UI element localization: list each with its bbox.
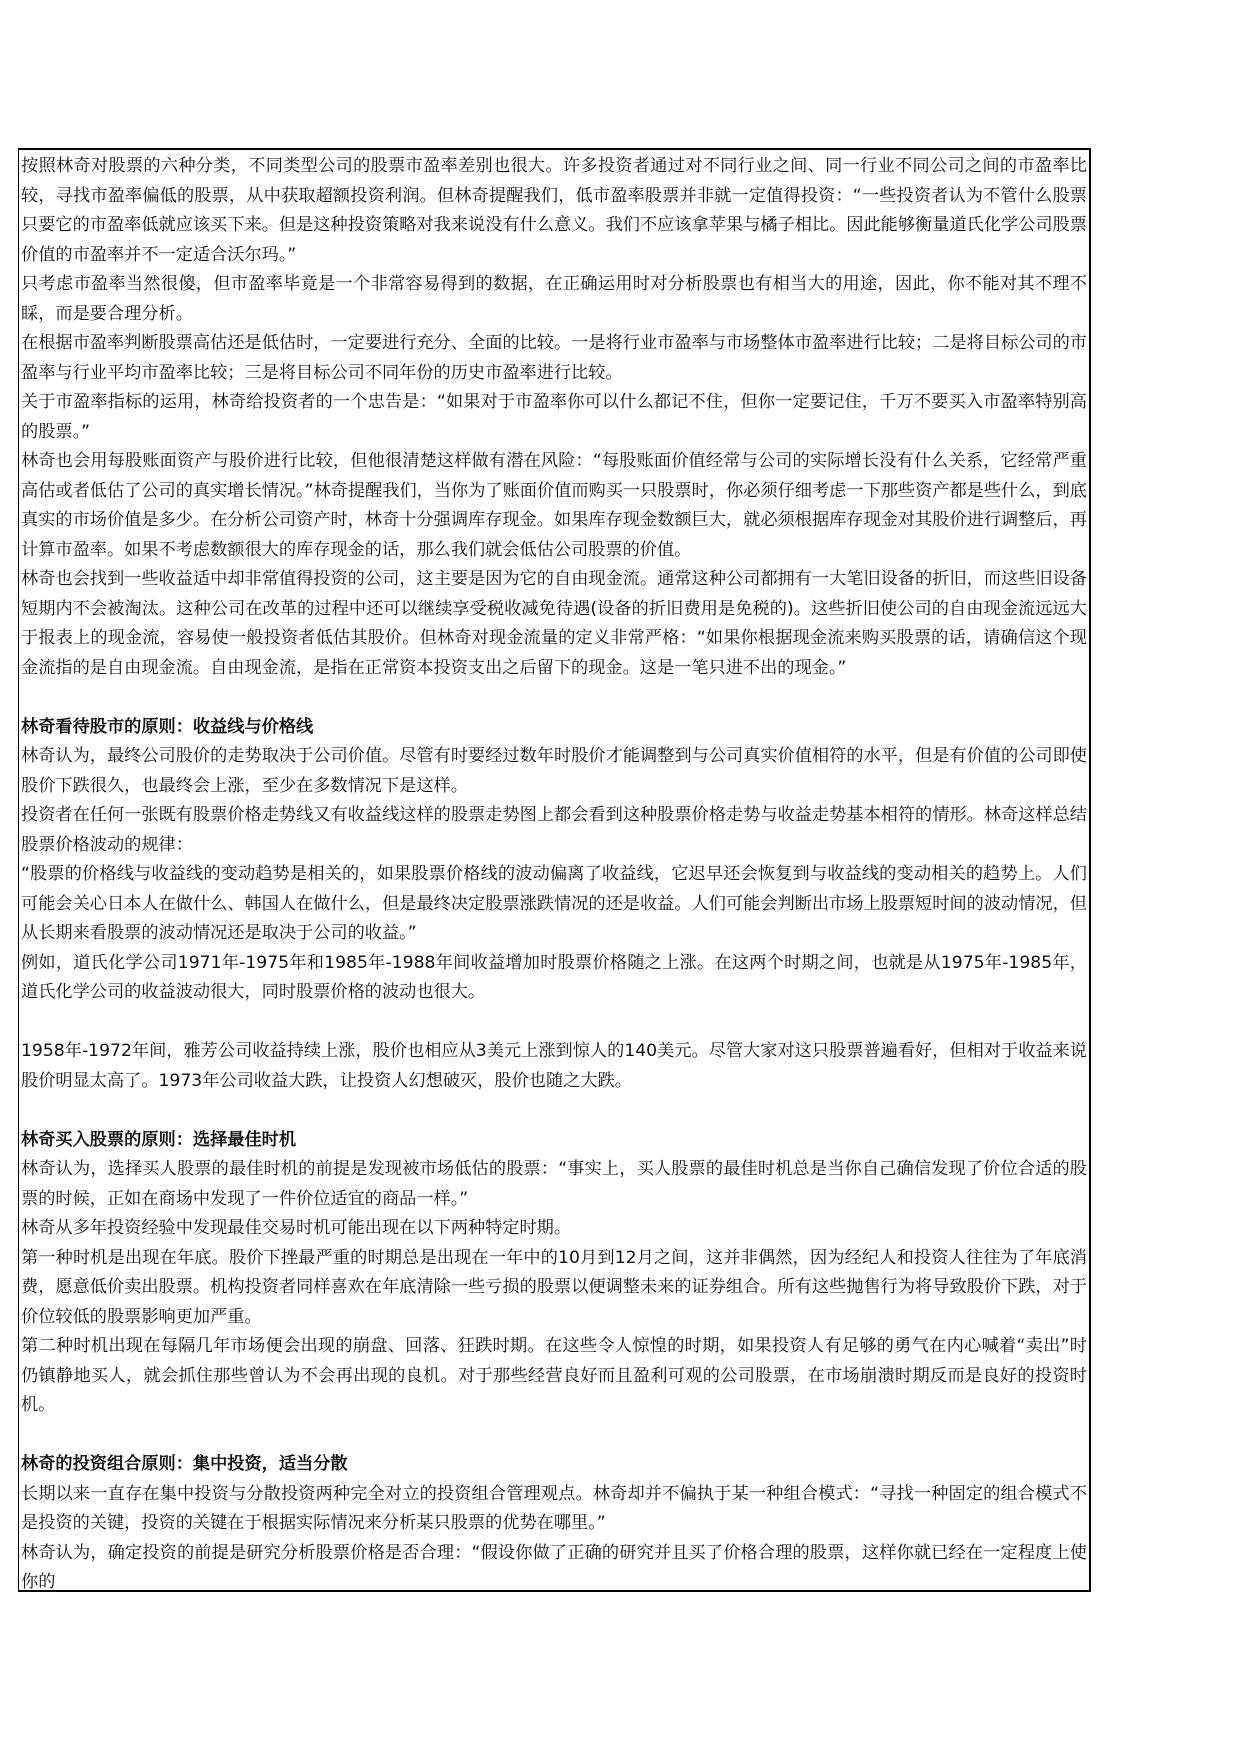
blank-line bbox=[21, 1421, 1087, 1451]
paragraph-two-periods: 林奇从多年投资经验中发现最佳交易时机可能出现在以下两种特定时期。 bbox=[21, 1218, 572, 1238]
paragraph-book-value: 林奇也会用每股账面资产与股价进行比较，但他很清楚这样做有潜在风险：“每股账面价值经常与公司的实际增长没有什么关系，它经常严重高估或者低估了公司的真实增长情况。”林奇提醒我们，当你为了账面价值而购买一只股票时，你必须仔细考虑一下那些资产都是些什么，到底真实的市场价值是多少。在分析公司资产时，林奇十分强调库存现金。如果库存现金数额巨大，就必须根据库存现金对其股价进行调整后，再计算市盈率。如果不考虑数额很大的库存现金的话，那么我们就会低估公司股票的价值。 bbox=[21, 451, 1087, 560]
paragraph-year-end-timing: 第一种时机是出现在年底。股价下挫最严重的时期总是出现在一年中的10月到12月之间，这并非偶然，因为经纪人和投资人往往为了年底消费，愿意低价卖出股票。机构投资者同样喜欢在年底清除一些亏损的股票以便调整未来的证券组合。所有这些抛售行为将导致股价下跌，对于价位较低的股票影响更加严重。 bbox=[21, 1247, 1087, 1327]
document-page-frame bbox=[18, 148, 1091, 1592]
blank-line bbox=[21, 1096, 1087, 1126]
paragraph-lynch-quote-earnings: “股票的价格线与收益线的变动趋势是相关的，如果股票价格线的波动偏离了收益线，它迟早还会恢复到与收益线的变动相关的趋势上。人们可能会关心日本人在做什么、韩国人在做什么，但是最终决定股票涨跌情况的还是收益。人们可能会判断出市场上股票短时间的波动情况，但从长期来看股票的波动情况还是取决于公司的收益。” bbox=[21, 864, 1087, 943]
section-heading-buy-timing: 林奇买入股票的原则：选择最佳时机 bbox=[21, 1129, 297, 1150]
section-heading-portfolio: 林奇的投资组合原则：集中投资，适当分散 bbox=[21, 1454, 348, 1474]
blank-line bbox=[21, 1008, 1087, 1038]
paragraph-undervalued-stocks: 林奇认为，选择买人股票的最佳时机的前提是发现被市场低估的股票：“事实上，买人股票的最佳时机总是当你自己确信发现了价位合适的股票的时候，正如在商场中发现了一件价位适宜的商品一样。” bbox=[21, 1159, 1087, 1209]
paragraph-price-trend: 投资者在任何一张既有股票价格走势线又有收益线这样的股票走势图上都会看到这种股票价格走势与收益走势基本相符的情形。林奇这样总结股票价格波动的规律： bbox=[21, 805, 1087, 855]
section-heading-earnings-price-lines: 林奇看待股市的原则：收益线与价格线 bbox=[21, 716, 314, 737]
paragraph-pe-advice: 关于市盈率指标的运用，林奇给投资者的一个忠告是：“如果对于市盈率你可以什么都记不住，但你一定要记住，千万不要买入市盈率特别高的股票。” bbox=[21, 392, 1087, 442]
paragraph-company-value: 林奇认为，最终公司股价的走势取决于公司价值。尽管有时要经过数年时股价才能调整到与公司真实价值相符的水平，但是有价值的公司即使股价下跌很久，也最终会上涨，至少在多数情况下是这样。 bbox=[21, 746, 1087, 796]
paragraph-pe-analysis: 只考虑市盈率当然很傻，但市盈率毕竟是一个非常容易得到的数据，在正确运用时对分析股票也有相当大的用途，因此，你不能对其不理不睬，而是要合理分析。 bbox=[21, 274, 1087, 324]
paragraph-pe-classification: 按照林奇对股票的六种分类，不同类型公司的股票市盈率差别也很大。许多投资者通过对不同行业之间、同一行业不同公司之间的市盈率比较，寻找市盈率偏低的股票，从中获取超额投资利润。但林奇提醒我们，低市盈率股票并非就一定值得投资：“一些投资者认为不管什么股票只要它的市盈率低就应该买下来。但是这种投资策略对我来说没有什么意义。我们不应该拿苹果与橘子相比。因此能够衡量道氏化学公司股票价值的市盈率并不一定适合沃尔玛。” bbox=[21, 156, 1087, 265]
blank-line bbox=[21, 683, 1087, 713]
paragraph-avon-example: 1958年-1972年间，雅芳公司收益持续上涨，股价也相应从3美元上涨到惊人的140美元。尽管大家对这只股票普遍看好，但相对于收益来说股价明显太高了。1973年公司收益大跌，让投资人幻想破灭，股价也随之大跌。 bbox=[21, 1041, 1087, 1091]
paragraph-free-cash-flow: 林奇也会找到一些收益适中却非常值得投资的公司，这主要是因为它的自由现金流。通常这种公司都拥有一大笔旧设备的折旧，而这些旧设备短期内不会被淘汰。这种公司在改革的过程中还可以继续享受税收减免待遇(设备的折旧费用是免税的)。这些折旧使公司的自由现金流远远大于报表上的现金流，容易使一般投资者低估其股价。但林奇对现金流量的定义非常严格：“如果你根据现金流来购买股票的话，请确信这个现金流指的是自由现金流。自由现金流，是指在正常资本投资支出之后留下的现金。这是一笔只进不出的现金。” bbox=[21, 569, 1087, 678]
paragraph-dow-chemical-example: 例如，道氏化学公司1971年-1975年和1985年-1988年间收益增加时股票价格随之上涨。在这两个时期之间，也就是从1975年-1985年，道氏化学公司的收益波动很大，同时股票价格的波动也很大。 bbox=[21, 952, 1087, 1002]
paragraph-concentrated-vs-diversified: 长期以来一直存在集中投资与分散投资两种完全对立的投资组合管理观点。林奇却并不偏执于某一种组合模式：“寻找一种固定的组合模式不是投资的关键，投资的关键在于根据实际情况来分析某只股票的优势在哪里。” bbox=[21, 1483, 1087, 1533]
paragraph-pe-comparison: 在根据市盈率判断股票高估还是低估时，一定要进行充分、全面的比较。一是将行业市盈率与市场整体市盈率进行比较；二是将目标公司的市盈率与行业平均市盈率比较；三是将目标公司不同年份的历史市盈率进行比较。 bbox=[21, 333, 1087, 383]
document-body bbox=[19, 150, 1089, 1592]
paragraph-crash-timing: 第二种时机出现在每隔几年市场便会出现的崩盘、回落、狂跌时期。在这些令人惊惶的时期，如果投资人有足够的勇气在内心喊着“卖出”时仍镇静地买人，就会抓住那些曾认为不会再出现的良机。对于那些经营良好而且盈利可观的公司股票，在市场崩溃时期反而是良好的投资时机。 bbox=[21, 1336, 1087, 1415]
paragraph-reasonable-price: 林奇认为，确定投资的前提是研究分析股票价格是否合理：“假设你做了正确的研究并且买了价格合理的股票，这样你就已经在一定程度上使你的 bbox=[21, 1542, 1087, 1592]
